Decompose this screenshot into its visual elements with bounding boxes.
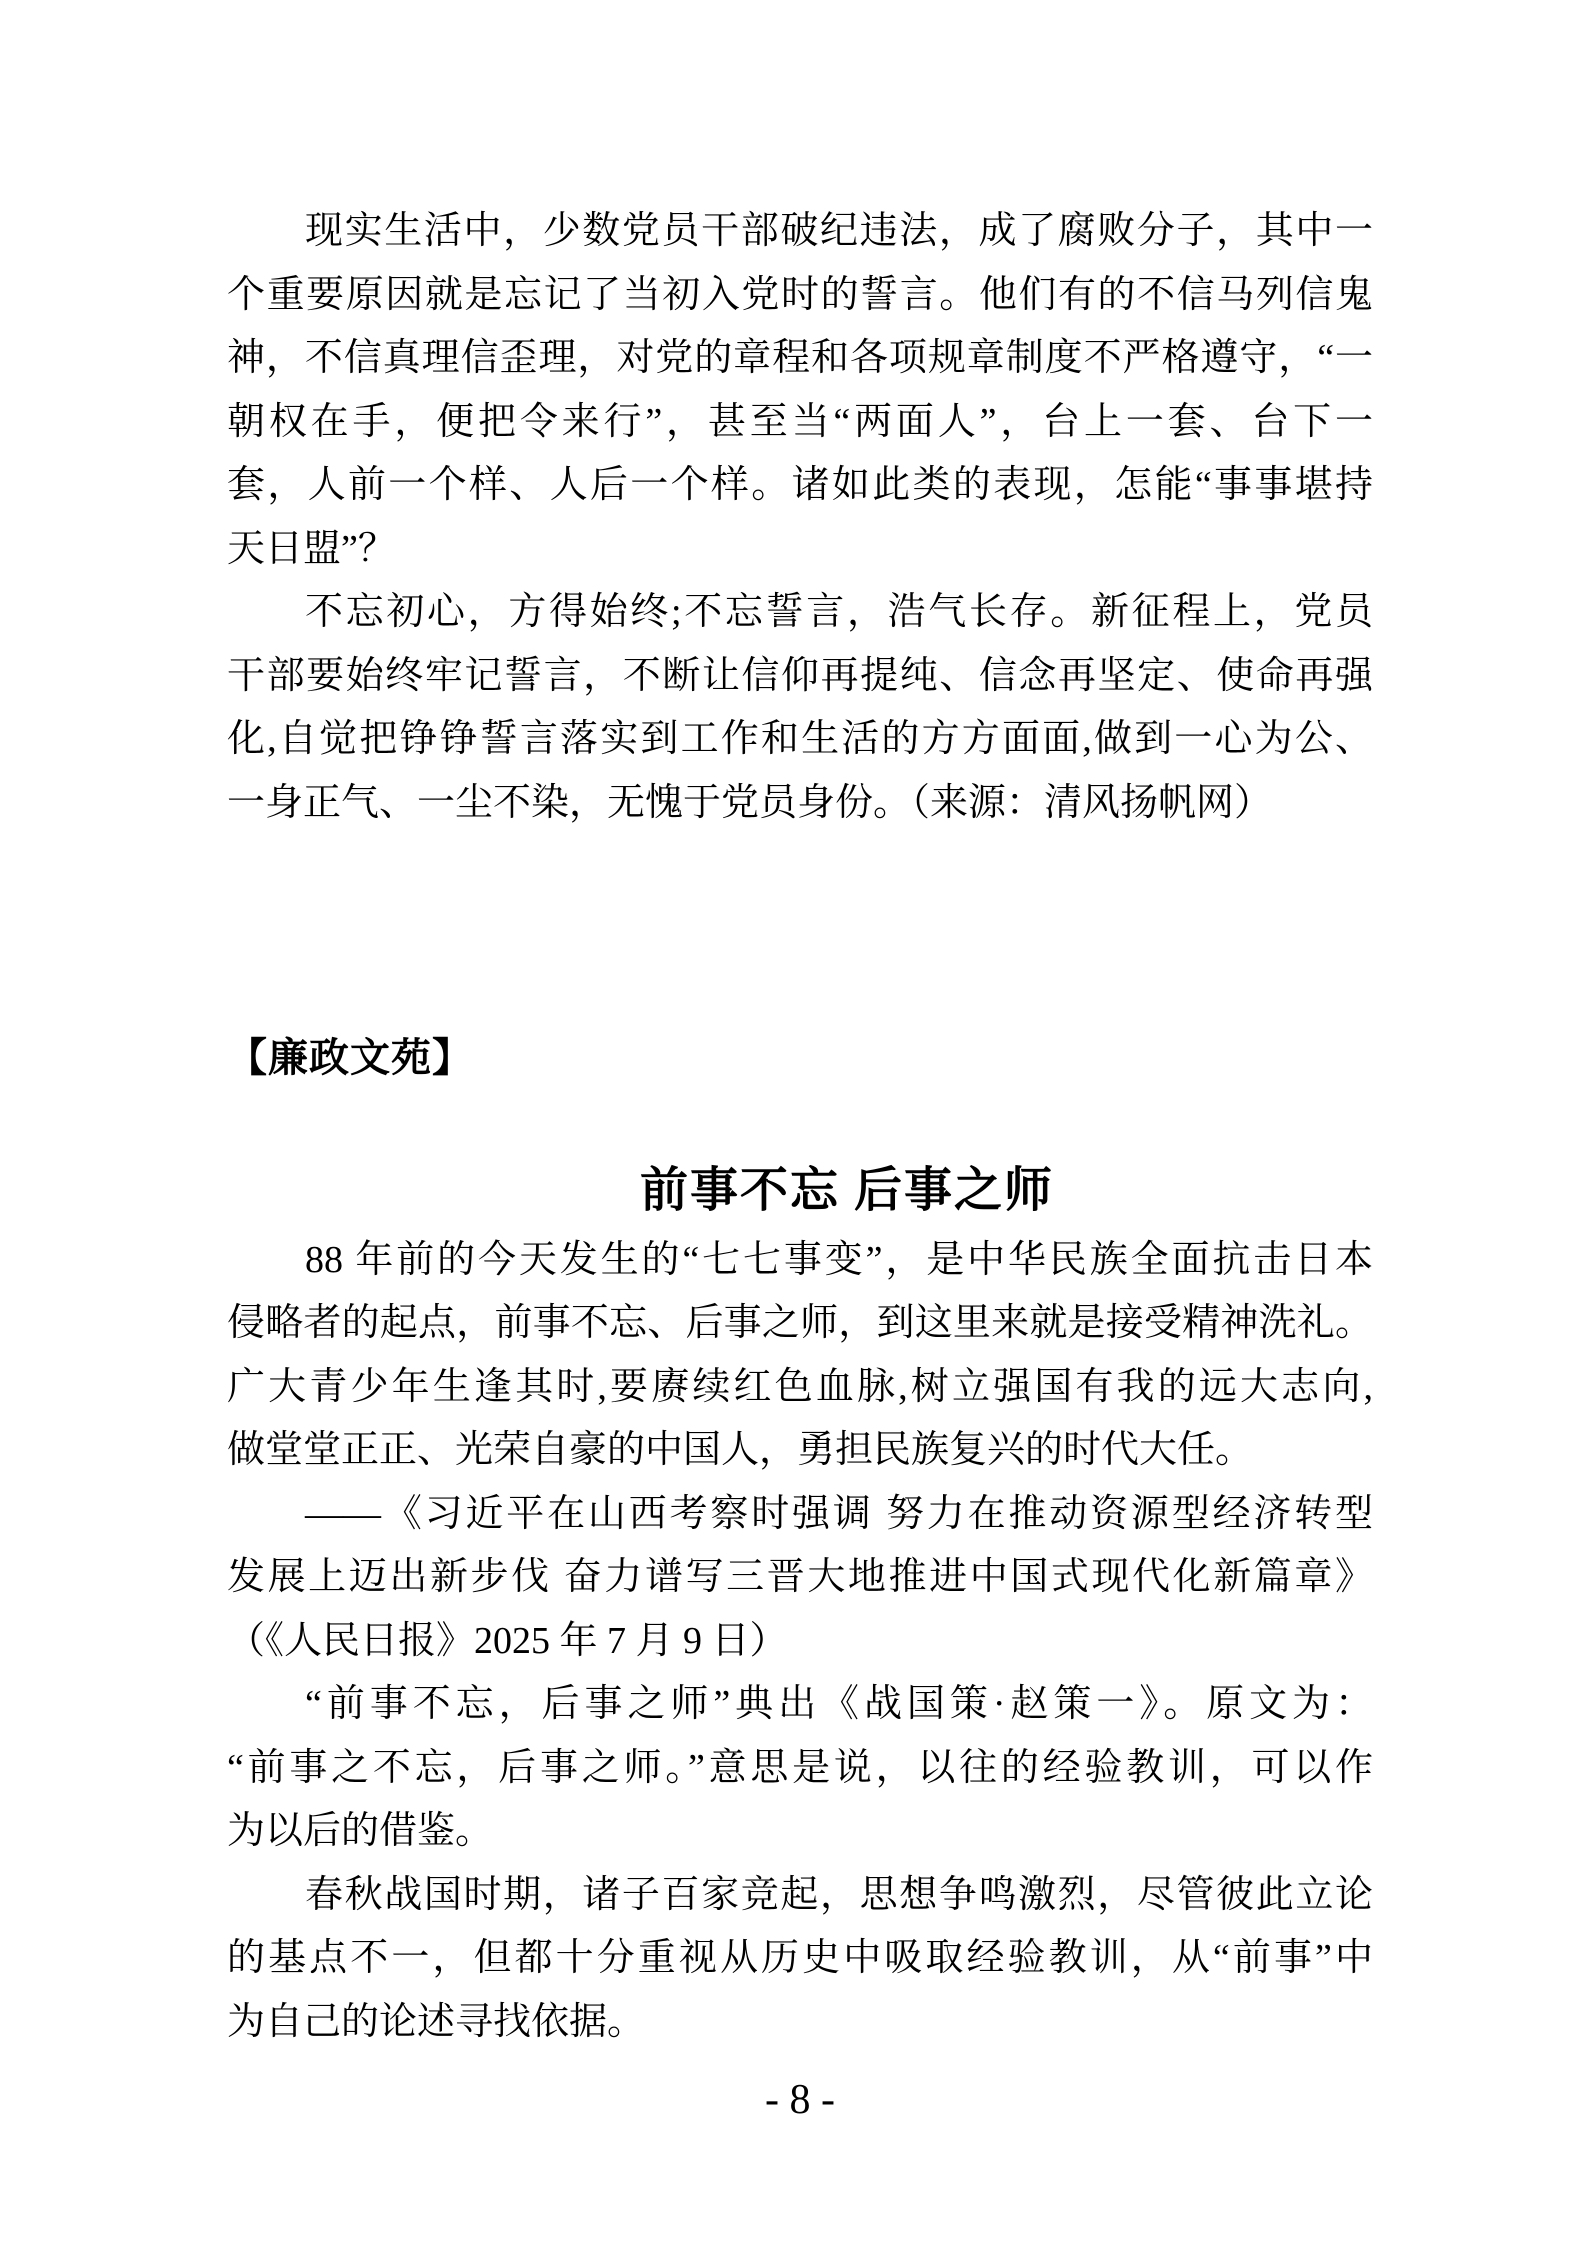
- text-line: 不忘初心，方得始终;不忘誓言，浩气长存。新征程上，党员: [305, 591, 1373, 633]
- text-line: 现实生活中，少数党员干部破纪违法，成了腐败分子，其中一: [305, 210, 1373, 252]
- text-line: 的基点不一，但都十分重视从历史中吸取经验教训，从“前事”中: [227, 1937, 1373, 1979]
- article-title: 前事不忘 后事之师: [639, 1163, 1054, 1217]
- text-line: 侵略者的起点，前事不忘、后事之师，到这里来就是接受精神洗礼。: [227, 1302, 1373, 1344]
- text-line: 春秋战国时期，诸子百家竞起，思想争鸣激烈，尽管彼此立论: [305, 1873, 1373, 1916]
- text-line: 88 年前的今天发生的“七七事变”，是中华民族全面抗击日本: [305, 1238, 1373, 1281]
- blank-lines: [227, 835, 1373, 1026]
- blank-line: [227, 1089, 1373, 1153]
- text-line: 朝权在手，便把令来行”，甚至当“两面人”，台上一套、台下一: [227, 400, 1373, 443]
- text-line: 做堂堂正正、光荣自豪的中国人，勇担民族复兴的时代大任。: [227, 1429, 1254, 1471]
- text-line: 化,自觉把铮铮誓言落实到工作和生活的方方面面,做到一心为公、: [227, 718, 1373, 760]
- text-column: [227, 200, 1373, 2054]
- text-line: 套，人前一个样、人后一个样。诸如此类的表现，怎能“事事堪持: [227, 464, 1373, 506]
- text-line: 个重要原因就是忘记了当初入党时的誓言。他们有的不信马列信鬼: [227, 273, 1373, 316]
- text-line: “前事不忘，后事之师”典出《战国策·赵策一》。原文为：: [305, 1683, 1373, 1725]
- text-line: ——《习近平在山西考察时强调 努力在推动资源型经济转型: [305, 1492, 1373, 1535]
- text-line: 神，不信真理信歪理，对党的章程和各项规章制度不严格遵守，“一: [227, 337, 1373, 379]
- text-line: （《人民日报》2025 年 7 月 9 日）: [227, 1619, 788, 1662]
- text-line: 为以后的借鉴。: [227, 1810, 494, 1852]
- text-line: 发展上迈出新步伐 奋力谱写三晋大地推进中国式现代化新篇章》: [227, 1556, 1373, 1598]
- text-line: 干部要始终牢记誓言，不断让信仰再提纯、信念再坚定、使命再强: [227, 654, 1373, 697]
- page-number: - 8 -: [765, 2077, 835, 2123]
- text-line: 为自己的论述寻找依据。: [227, 2000, 646, 2043]
- text-line: 一身正气、一尘不染，无愧于党员身份。（来源：清风扬帆网）: [227, 781, 1273, 824]
- text-line: “前事之不忘，后事之师。”意思是说，以往的经验教训，可以作: [227, 1746, 1373, 1789]
- section-header: 【廉政文苑】: [227, 1034, 473, 1080]
- text-line: 广大青少年生逢其时,要赓续红色血脉,树立强国有我的远大志向,: [227, 1365, 1373, 1408]
- text-line: 天日盟”？: [227, 527, 396, 570]
